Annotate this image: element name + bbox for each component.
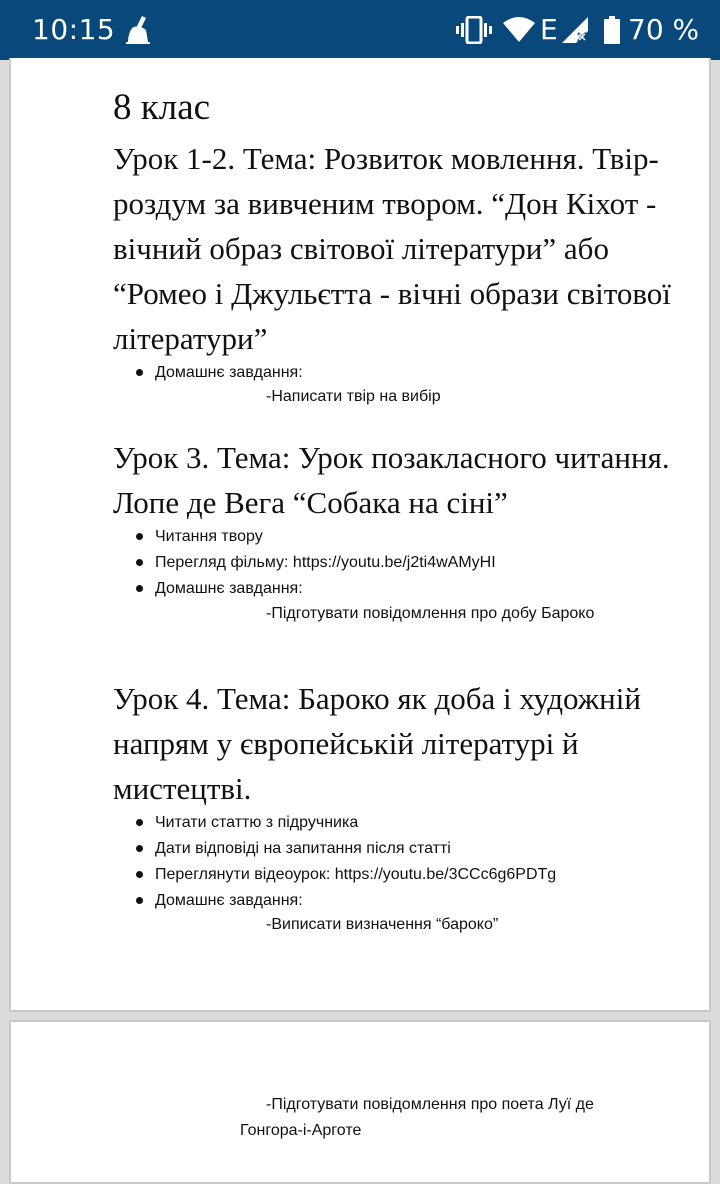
lesson-3-title: Урок 3. Тема: Урок позакласного читання. Лопе де Вега “Собака на сіні” <box>113 440 670 520</box>
bullet-icon <box>136 871 143 878</box>
lesson-3-homework: -Підготувати повідомлення про добу Бароко <box>266 605 595 622</box>
list-item: Читати статтю з підручника <box>113 810 693 836</box>
bullet-icon <box>136 533 143 540</box>
network-type-label: E <box>540 13 558 46</box>
page-2-homework: -Підготувати повідомлення про поета Луї де Гонгора-і-Арготе <box>240 1096 594 1139</box>
document-page-2[interactable] <box>9 1020 711 1184</box>
bullet-icon <box>136 819 143 826</box>
status-bar <box>0 0 720 60</box>
bullet-icon <box>136 897 143 904</box>
vibrate-icon <box>456 16 492 44</box>
list-item: Домашнє завдання: <box>113 360 693 386</box>
bullet-icon <box>136 559 143 566</box>
lesson-3-list <box>113 524 693 602</box>
lesson-1-2-title: Урок 1-2. Тема: Розвиток мовлення. Твір-роздум за вивченим твором. “Дон Кіхот - вічний образ світової літератури” або “Ромео і Джульєтта - вічні образи світової літератури” <box>113 141 671 356</box>
signal-icon <box>562 17 590 43</box>
list-item: Домашнє завдання: <box>113 576 693 602</box>
bullet-icon <box>136 369 143 376</box>
cleaner-icon <box>124 14 154 46</box>
list-item[interactable]: Перегляд фільму: https://youtu.be/j2ti4wAMyHI <box>113 550 693 576</box>
list-item: Домашнє завдання: <box>113 888 693 914</box>
clock: 10:15 <box>32 13 116 46</box>
lesson-1-2-list <box>113 360 693 386</box>
wifi-icon <box>503 16 535 42</box>
bullet-icon <box>136 845 143 852</box>
list-item[interactable]: Переглянути відеоурок: https://youtu.be/3CCc6g6PDTg <box>113 862 693 888</box>
list-item: Дати відповіді на запитання після статті <box>113 836 693 862</box>
lesson-1-2-homework: -Написати твір на вибір <box>266 388 441 405</box>
grade-heading: 8 клас <box>113 87 211 128</box>
bullet-icon <box>136 585 143 592</box>
document-page-1[interactable] <box>9 58 711 1012</box>
lesson-4-title: Урок 4. Тема: Бароко як доба і художній напрям у європейській літературі й мистецтві. <box>113 681 641 806</box>
lesson-4-homework: -Виписати визначення “бароко” <box>266 916 499 933</box>
lesson-4-list <box>113 810 693 914</box>
list-item: Читання твору <box>113 524 693 550</box>
battery-icon <box>604 16 620 44</box>
battery-percent: 70 % <box>628 13 700 46</box>
